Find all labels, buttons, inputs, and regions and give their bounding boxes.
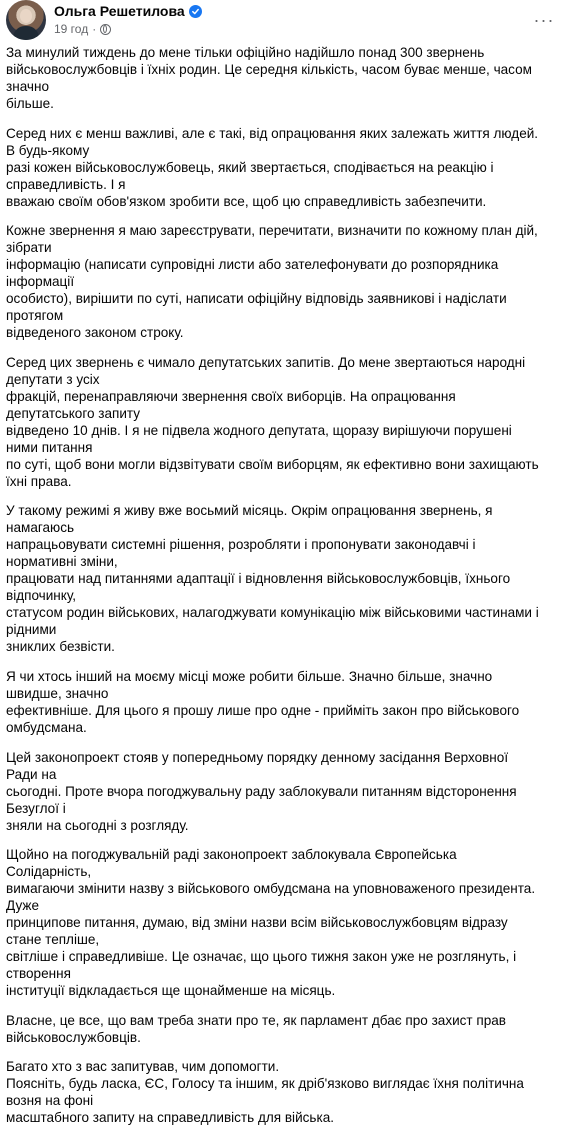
avatar-body xyxy=(13,26,39,40)
post-paragraph: Багато хто з вас запитував, чим допомогти. Поясніть, будь ласка, ЄС, Голосу та іншим, як дріб'язково виглядає їхня політична возня на фоні масштабного запиту на справедливість для війська. xyxy=(6,1059,524,1126)
more-options-button[interactable]: ··· xyxy=(533,10,555,30)
post-paragraph: Серед цих звернень є чимало депутатських запитів. До мене звертаються народні депутати з усіх фракцій, перенаправляючи звернення своїх виборців. На опрацювання депутатського запиту відведено 10 днів. І я не підвела жодного депутата, щоразу вирішуючи порушені ними питання по суті, щоб вони могли відзвітувати своїм виборцям, як ефективно вони захищають їхні права. xyxy=(6,354,539,489)
post-content xyxy=(6,44,542,1139)
post-paragraph: У такому режимі я живу вже восьмий місяць. Окрім опрацювання звернень, я намагаюсь напрацьовувати системні рішення, розробляти і пропонувати законодавчі і нормативні зміни, працювати над питаннями адаптації і відновлення військовослужбовців, їхнього відпочинку, статусом родин військових, налагоджувати комунікацію між військовими частинами і рідними зниклих безвісти. xyxy=(6,503,539,655)
post-paragraph: Цей законопроект стояв у попередньому порядку денному засідання Верховної Ради на сьогодні. Проте вчора погоджувальну раду заблокували питанням відсторонення Безуглої і зняли на сьогодні з розгляду. xyxy=(6,749,517,833)
avatar[interactable] xyxy=(6,0,46,40)
author-row xyxy=(54,2,202,20)
post-paragraph: Власне, це все, що вам треба знати про те, як парламент дбає про захист прав військовослужбовців. xyxy=(6,1012,506,1045)
post-time[interactable]: 19 год xyxy=(54,22,89,36)
avatar-face xyxy=(20,9,32,23)
post-paragraph: Серед них є менш важливі, але є такі, від опрацювання яких залежать життя людей. В будь-якому разі кожен військовослужбовець, який звертається, сподівається на реакцію і справедливість. І я вважаю своїм обов'язком зробити все, щоб цю справедливість забезпечити. xyxy=(6,125,539,209)
verified-badge-icon xyxy=(189,5,202,18)
post-paragraph: Щойно на погоджувальній раді законопроект заблокувала Європейська Солідарність, вимагаючи змінити назву з військового омбудсмана на уповноваженого президента. Дуже принципове питання, думаю, від зміни назви всім військовослужбовцям відразу стане тепліше, світліше і справедливіше. Це означає, що цього тижня закон уже не розглянуть, і створення інституції відкладається ще щонайменше на місяць. xyxy=(6,847,536,999)
post-meta xyxy=(54,21,111,37)
post-paragraph: Я чи хтось інший на моєму місці може робити більше. Значно більше, значно швидше, значно ефективніше. Для цього я прошу лише про одне - прийміть закон про військового омбудсмана. xyxy=(6,668,520,735)
author-name[interactable]: Ольга Решетилова xyxy=(54,3,185,19)
globe-icon[interactable] xyxy=(100,24,111,35)
post-paragraph: За минулий тиждень до мене тільки офіційно надійшло понад 300 звернень військовослужбовців і їхніх родин. Це середня кількість, часом буває менше, часом значно більше. xyxy=(6,45,532,111)
meta-separator: · xyxy=(92,22,97,36)
post-paragraph: Кожне звернення я маю зареєструвати, перечитати, визначити по кожному план дій, зібрати інформацію (написати супровідні листи або зателефонувати до розпорядника інформації особисто), вирішити по суті, написати офіційну відповідь заявникові і надіслати протягом відведеного законом строку. xyxy=(6,223,538,341)
post-header xyxy=(6,0,566,44)
